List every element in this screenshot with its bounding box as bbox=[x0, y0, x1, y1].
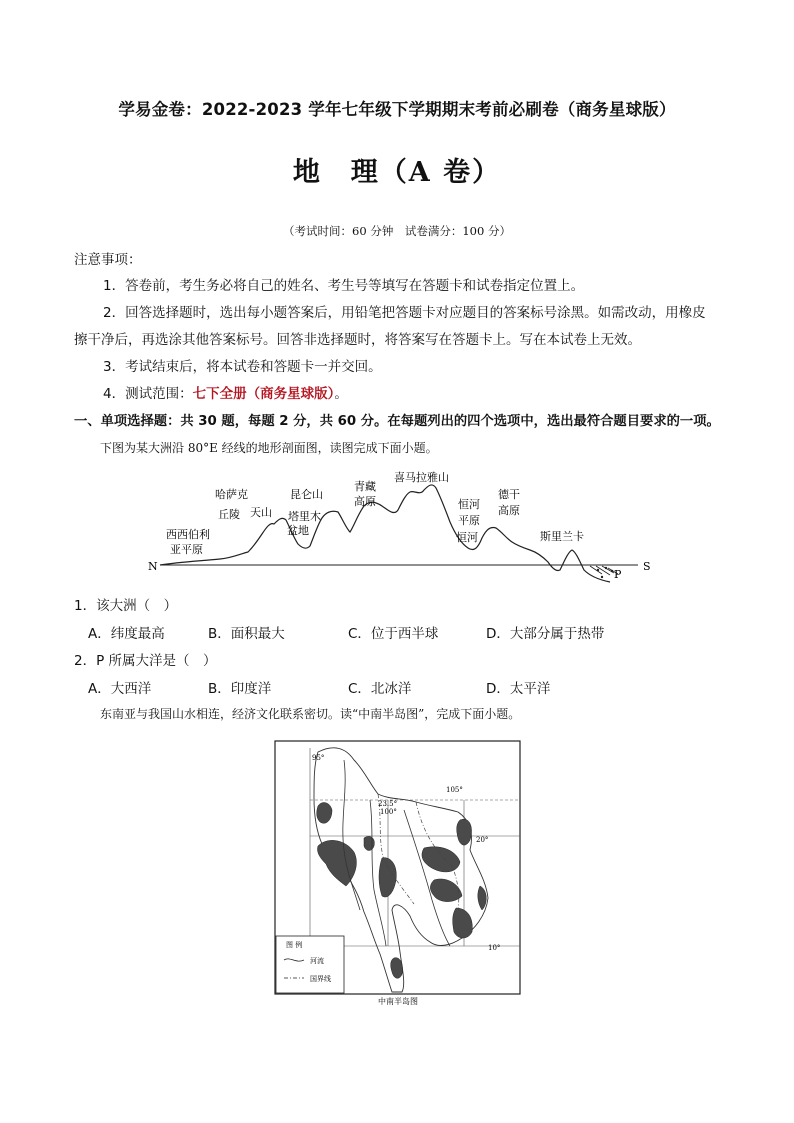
question-1-option-c[interactable]: C．位于西半球 bbox=[348, 626, 439, 642]
north-label: N bbox=[148, 560, 158, 573]
lon-105-label: 105° bbox=[446, 786, 463, 794]
label-tarim-2: 盆地 bbox=[287, 524, 309, 537]
note-item-1: 1．答卷前，考生务必将自己的姓名、考生号等填写在答题卡和试卷指定位置上。 bbox=[103, 278, 585, 294]
label-deccan-1: 德干 bbox=[498, 488, 520, 501]
label-qz-1: 青藏 bbox=[354, 480, 376, 493]
label-kazakh-2: 丘陵 bbox=[218, 508, 240, 521]
lat-10-label: 10° bbox=[488, 944, 501, 952]
question-2-option-a[interactable]: A．大西洋 bbox=[88, 681, 152, 697]
test-scope: 七下全册（商务星球版） bbox=[192, 386, 335, 402]
legend-title: 图 例 bbox=[286, 941, 303, 949]
lon-100-label: 100° bbox=[380, 808, 397, 816]
subject-title: 地 理（A 卷） bbox=[292, 157, 502, 188]
label-himalaya: 喜马拉雅山 bbox=[394, 471, 449, 484]
label-west-siberia-2: 亚平原 bbox=[170, 543, 203, 556]
note-item-2: 2．回答选择题时，选出每小题答案后，用铅笔把答题卡对应题目的答案标号涂黑。如需改动，用橡皮 bbox=[103, 305, 706, 321]
label-ganges-plain-1: 恒河 bbox=[458, 498, 480, 511]
label-tarim-1: 塔里木 bbox=[288, 510, 321, 523]
question-1-option-a[interactable]: A．纬度最高 bbox=[88, 626, 165, 642]
label-kazakh-1: 哈萨克 bbox=[215, 488, 248, 501]
note-item-4-prefix: 4．测试范围： bbox=[103, 386, 193, 402]
notes-title: 注意事项： bbox=[74, 252, 142, 268]
question-1-option-d[interactable]: D．大部分属于热带 bbox=[486, 626, 605, 642]
note-item-2-continued: 擦干净后，再选涂其他答案标号。回答非选择题时，将答案写在答题卡上。写在本试卷上无效。 bbox=[74, 332, 641, 348]
label-west-siberia-1: 西西伯利 bbox=[166, 528, 210, 541]
label-qz-2: 高原 bbox=[354, 495, 376, 508]
exam-meta: （考试时间：60 分钟 试卷满分：100 分） bbox=[283, 224, 511, 238]
note-item-3: 3．考试结束后，将本试卷和答题卡一并交回。 bbox=[103, 359, 382, 375]
exam-series-title: 学易金卷：2022-2023 学年七年级下学期期末考前必刷卷（商务星球版） bbox=[118, 100, 676, 119]
p-label: P bbox=[614, 568, 622, 581]
question-2-option-d[interactable]: D．太平洋 bbox=[486, 681, 551, 697]
legend-border-label: 国界线 bbox=[310, 975, 331, 983]
question-2-stem: 2．P 所属大洋是（ ） bbox=[74, 653, 217, 669]
lat-20-label: 20° bbox=[476, 836, 489, 844]
question-1-option-b[interactable]: B．面积最大 bbox=[208, 626, 285, 642]
question-intro-profile: 下图为某大洲沿 80°E 经线的地形剖面图，读图完成下面小题。 bbox=[100, 441, 438, 455]
label-ganges-plain-2: 平原 bbox=[458, 514, 480, 527]
terrain-profile-figure bbox=[140, 462, 660, 592]
map-caption: 中南半岛图 bbox=[378, 997, 418, 1006]
question-2-option-c[interactable]: C．北冰洋 bbox=[348, 681, 412, 697]
south-label: S bbox=[643, 560, 651, 573]
label-tianshan: 天山 bbox=[250, 506, 272, 519]
lat-23-5-label: 23.5° bbox=[378, 800, 398, 808]
note-item-4 bbox=[103, 381, 348, 408]
question-1-stem: 1．该大洲（ ） bbox=[74, 598, 178, 614]
question-intro-map: 东南亚与我国山水相连，经济文化联系密切。读“中南半岛图”，完成下面小题。 bbox=[100, 707, 521, 721]
label-kunlun: 昆仑山 bbox=[290, 488, 323, 501]
note-item-4-suffix: 。 bbox=[334, 386, 348, 402]
label-deccan-2: 高原 bbox=[498, 504, 520, 517]
lon-95-label: 95° bbox=[312, 754, 325, 762]
section-heading: 一、单项选择题：共 30 题，每题 2 分，共 60 分。在每题列出的四个选项中，选出最符合题目要求的一项。 bbox=[74, 414, 720, 429]
indochina-map bbox=[274, 740, 522, 1008]
map-legend bbox=[276, 936, 344, 993]
legend-river-label: 河流 bbox=[310, 957, 324, 965]
label-srilanka: 斯里兰卡 bbox=[540, 530, 584, 543]
label-ganges-river: 恒河 bbox=[456, 531, 478, 544]
question-2-option-b[interactable]: B．印度洋 bbox=[208, 681, 272, 697]
